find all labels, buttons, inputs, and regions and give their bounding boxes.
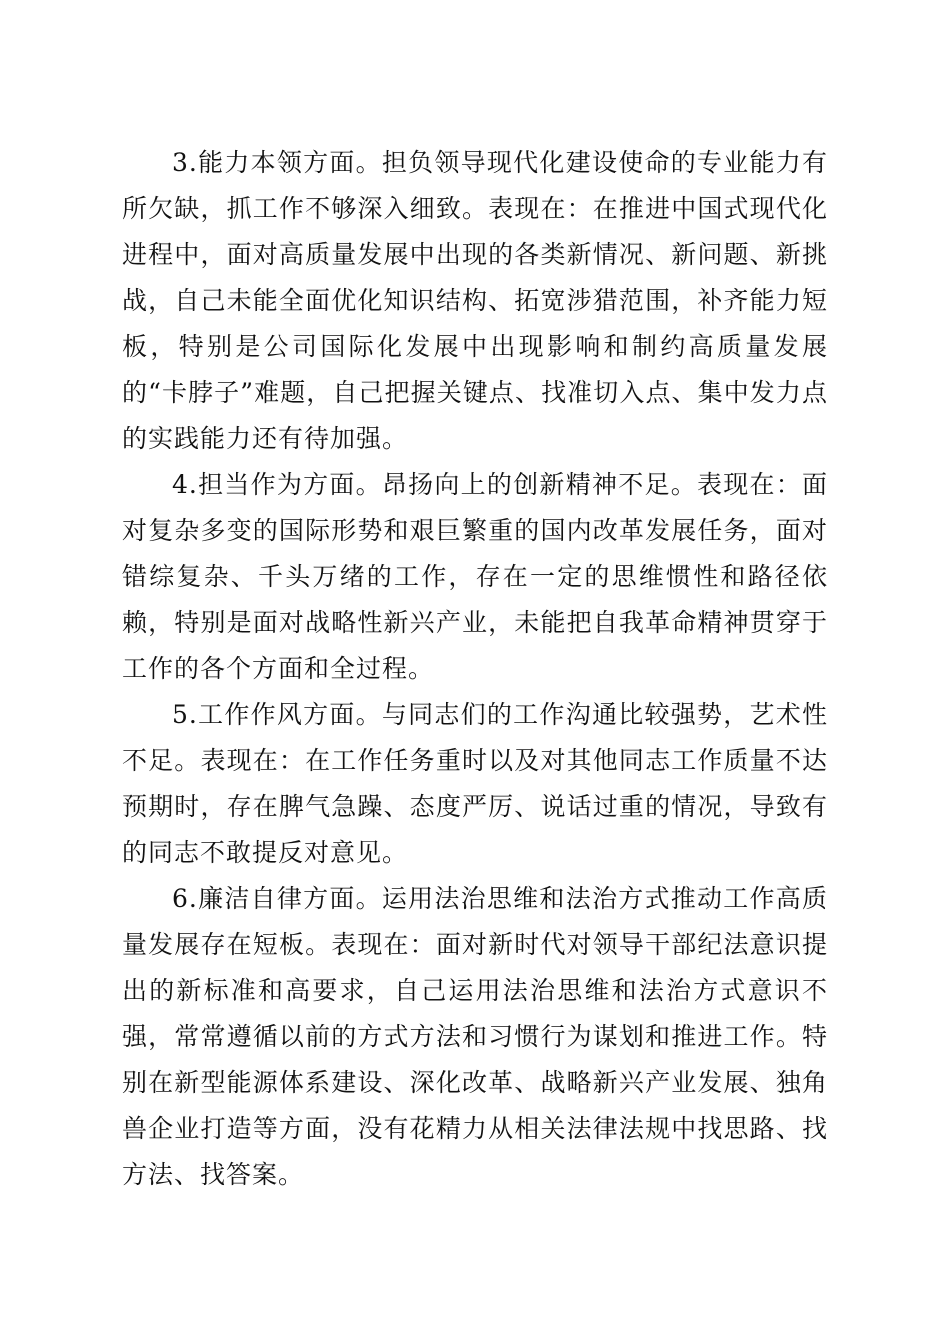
paragraph-work-style: 5.工作作风方面。与同志们的工作沟通比较强势，艺术性不足。表现在：在工作任务重时以及对其他同志工作质量不达预期时，存在脾气急躁、态度严厉、说话过重的情况，导致有的同志不敢提反对意见。 [122, 700, 828, 867]
paragraph-capability: 3.能力本领方面。担负领导现代化建设使命的专业能力有所欠缺，抓工作不够深入细致。表现在：在推进中国式现代化进程中，面对高质量发展中出现的各类新情况、新问题、新挑战，自己未能全面优化知识结构、拓宽涉猎范围，补齐能力短板，特别是公司国际化发展中出现影响和制约高质量发展的“卡脖子”难题，自己把握关键点、找准切入点、集中发力点的实践能力还有待加强。 [122, 148, 828, 453]
document-body [122, 140, 828, 1198]
paragraph-responsibility: 4.担当作为方面。昂扬向上的创新精神不足。表现在：面对复杂多变的国际形势和艰巨繁重的国内改革发展任务，面对错综复杂、千头万绪的工作，存在一定的思维惯性和路径依赖，特别是面对战略性新兴产业，未能把自我革命精神贯穿于工作的各个方面和全过程。 [122, 470, 828, 683]
paragraph-integrity: 6.廉洁自律方面。运用法治思维和法治方式推动工作高质量发展存在短板。表现在：面对新时代对领导干部纪法意识提出的新标准和高要求，自己运用法治思维和法治方式意识不强，常常遵循以前的方式方法和习惯行为谋划和推进工作。特别在新型能源体系建设、深化改革、战略新兴产业发展、独角兽企业打造等方面，没有花精力从相关法律法规中找思路、找方法、找答案。 [122, 884, 828, 1189]
